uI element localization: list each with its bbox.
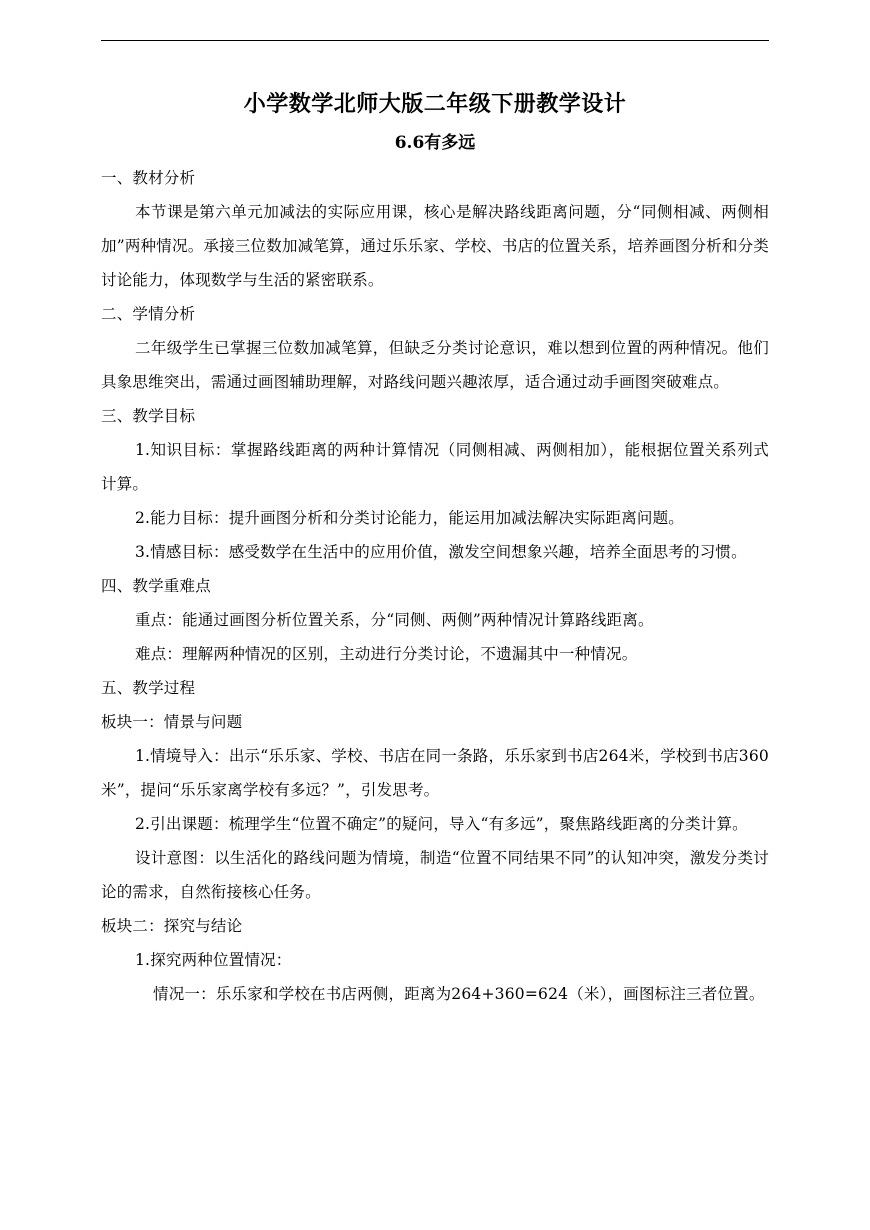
header-rule <box>101 40 769 41</box>
goal-ability: 2.能力目标：提升画图分析和分类讨论能力，能运用加减法解决实际距离问题。 <box>135 509 684 527</box>
section-heading-textbook-analysis: 一、教材分析 <box>101 169 196 187</box>
paragraph-student-analysis: 二年级学生已掌握三位数加减笔算，但缺乏分类讨论意识，难以想到位置的两种情况。他们具象思维突出，需通过画图辅助理解，对路线问题兴趣浓厚，适合通过动手画图突破难点。 <box>101 339 769 391</box>
difficult-point: 难点：理解两种情况的区别，主动进行分类讨论，不遗漏其中一种情况。 <box>135 645 638 663</box>
paragraph-situation-intro: 1.情境导入：出示“乐乐家、学校、书店在同一条路，乐乐家到书店264米，学校到书店360米”，提问“乐乐家离学校有多远？”，引发思考。 <box>101 747 769 799</box>
paragraph-case-one: 情况一：乐乐家和学校在书店两侧，距离为264+360=624（米），画图标注三者位置。 <box>153 985 765 1003</box>
paragraph-design-intent: 设计意图：以生活化的路线问题为情境，制造“位置不同结果不同”的认知冲突，激发分类讨论的需求，自然衔接核心任务。 <box>101 849 769 901</box>
section-heading-teaching-goals: 三、教学目标 <box>101 407 196 425</box>
block-heading-exploration: 板块二：探究与结论 <box>101 917 243 935</box>
paragraph-explore-positions: 1.探究两种位置情况： <box>135 951 292 969</box>
section-heading-student-analysis: 二、学情分析 <box>101 305 196 323</box>
paragraph-textbook-analysis: 本节课是第六单元加减法的实际应用课，核心是解决路线距离问题，分“同侧相减、两侧相加”两种情况。承接三位数加减笔算，通过乐乐家、学校、书店的位置关系，培养画图分析和分类讨论能力，体现数学与生活的紧密联系。 <box>101 203 769 289</box>
document-body <box>101 84 769 1011</box>
lesson-title: 6.6有多远 <box>394 133 476 153</box>
goal-knowledge: 1.知识目标：掌握路线距离的两种计算情况（同侧相减、两侧相加），能根据位置关系列式计算。 <box>101 441 769 493</box>
block-heading-situation: 板块一：情景与问题 <box>101 713 243 731</box>
document-title: 小学数学北师大版二年级下册教学设计 <box>243 91 627 117</box>
section-heading-key-points: 四、教学重难点 <box>101 577 211 595</box>
paragraph-topic-intro: 2.引出课题：梳理学生“位置不确定”的疑问，导入“有多远”，聚焦路线距离的分类计算。 <box>135 815 748 833</box>
section-heading-teaching-process: 五、教学过程 <box>101 679 196 697</box>
key-point: 重点：能通过画图分析位置关系，分“同侧、两侧”两种情况计算路线距离。 <box>135 611 654 629</box>
goal-emotion: 3.情感目标：感受数学在生活中的应用价值，激发空间想象兴趣，培养全面思考的习惯。 <box>135 543 747 561</box>
